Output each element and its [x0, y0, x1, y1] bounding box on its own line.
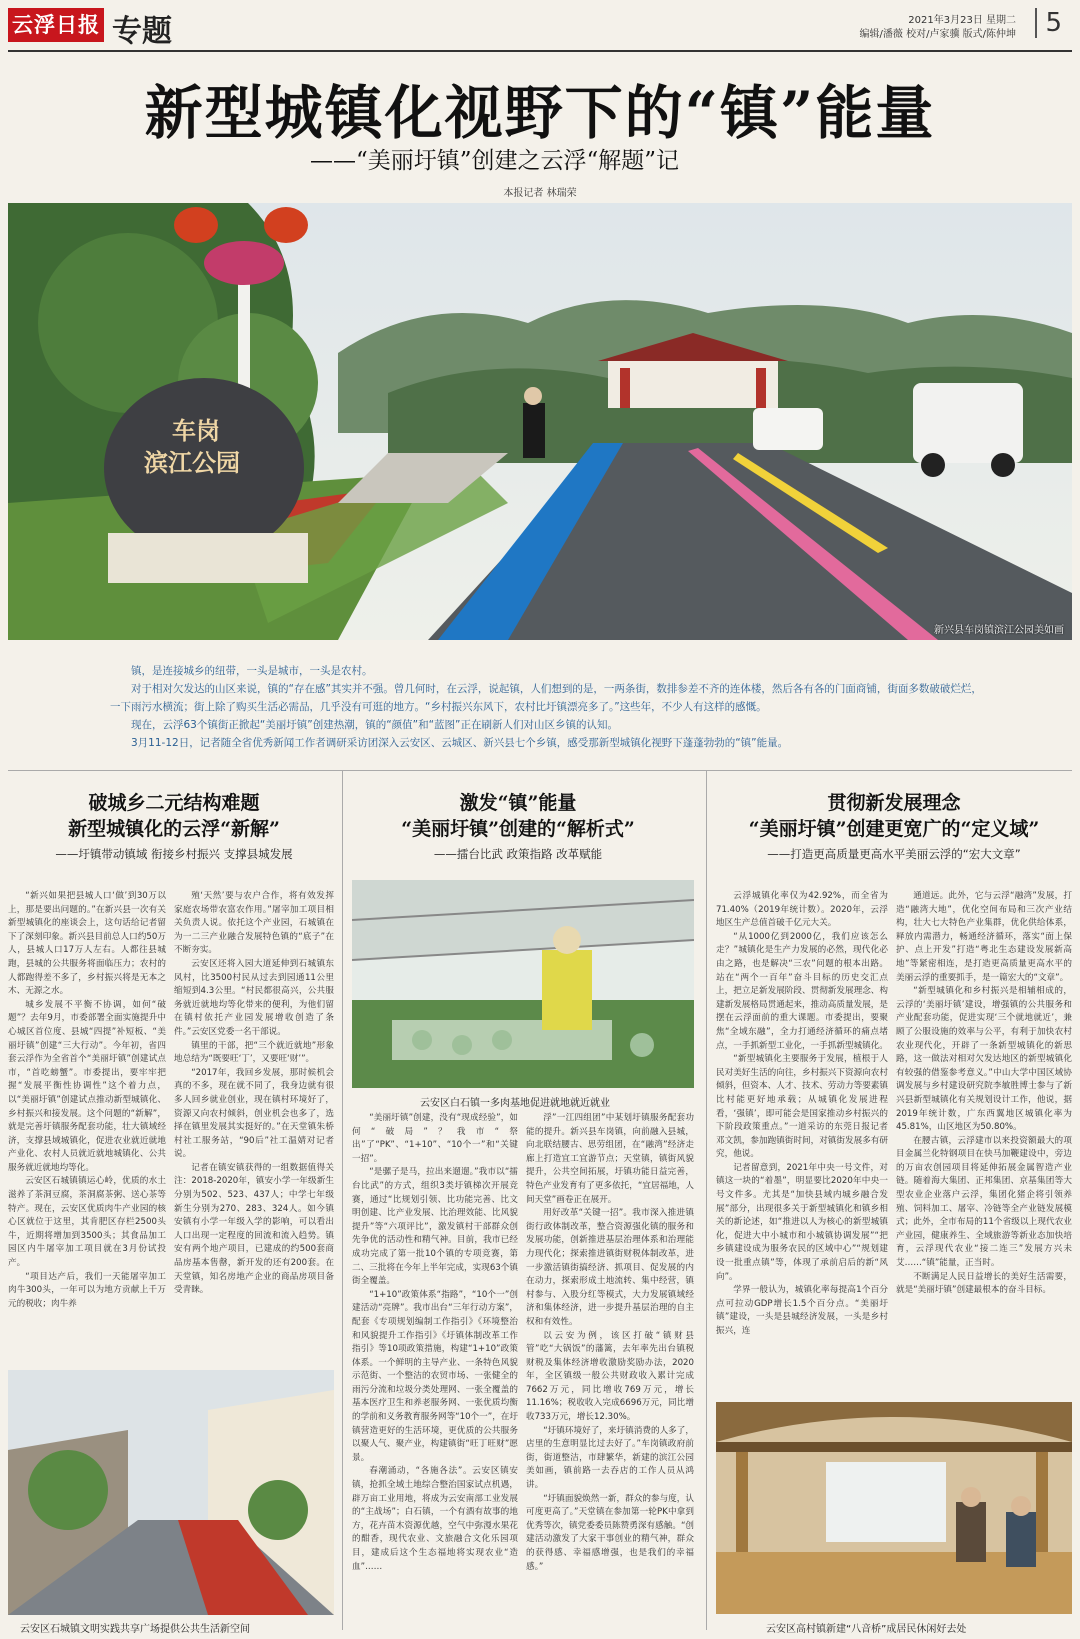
column-2-body-a: [352, 1112, 518, 1632]
subheadline: ——“美丽圩镇”创建之云浮“解题”记: [310, 148, 680, 174]
paragraph: “新型城镇化和乡村振兴是相辅相成的，云浮的‘美丽圩镇’建设，增强镇的公共服务和产业配套功能，促进实现‘三个就地就近’，兼顾了公服设施的效率与公平，有利于加快农村农业现代化，开辟了一条新型城镇化的新思路，这一做法对相对欠发达地区的新型城镇化有较强的借鉴参考意义。”中山大学中国区域协调发展与乡村建设研究院李敏胜博士参与了新兴县新型城镇化有关规划设计工作，他说，据2019年统计数，广东西翼地区城镇化率为45.81%，山区地区为50.80%。: [896, 986, 1072, 1133]
section-title: 专题: [112, 14, 172, 49]
column-3-body-a: [716, 890, 888, 1390]
column-1-title-2: 新型城镇化的云浮“新解”: [68, 818, 280, 840]
intro-paragraph: 对于相对欠发达的山区来说，镇的“存在感”其实并不强。曾几何时，在云浮，说起镇，人们想到的是，一两条街，数排参差不齐的连体楼，然后各有各的门面商铺，街面多数破破烂烂，一下雨污水横流；街上除了购买生活必需品，几乎没有可逛的地方。“乡村振兴东风下，农村比圩镇漂亮多了。”这些年，不少人有这样的感慨。: [110, 683, 982, 713]
paragraph: 在腰古镇，云浮建市以来投资额最大的项目金属兰化特钢项目在快马加鞭建设中，旁边的万亩农创园项目将延伸拓展金属智造产业链。随着海大集团、正邦集团、京基集团等大型农业企业落户云浮，集团化猪企将引领养殖、饲料加工、屠宰、冷链等全产业链发展模式；此外，全市布局的11个省级以上现代农业产业园，健康养生、全域旅游等新业态加快培育，云浮现代农业“接二连三”发展方兴未艾……“镇”能量，正当时。: [896, 1135, 1072, 1269]
intro-paragraph: 镇，是连接城乡的纽带，一头是城市，一头是农村。: [131, 665, 373, 677]
paragraph: 城乡发展不平衡不协调，如何“破题”？去年9月，市委部署全面实施提升中心城区首位度、县城“四提”补短板、“美丽圩镇”创建“三大行动”。今年初，省四套云浮作为全省首个“美丽圩镇”创建试点市，“首吃螃蟹”。市委提出，要牢牢把握“发展平衡性协调性”这个着力点，以“美丽圩镇”创建试点推动新型城镇化、乡村振兴和接发展。这个问题的“新解”，就是完善圩镇服务配套功能，壮大镇域经济，支撑县域城镇化，促进农业就近就地产业化、农村人员就近就地城镇化、公共服务就近就地均等化。: [8, 999, 166, 1173]
paragraph: 浮”一江四组团”中某划圩镇服务配套功能的提升。新兴县车岗镇，向前融入县城，向北联结腰古、思劳组团，在“融湾”经济走廊上打造宜工宜游节点；天堂镇，镇街风貌提升，公共空间拓展，圩镇功能日益完善，特色产业发育有了更多依托，“宜居福地，人间天堂”画卷正在展开。: [526, 1113, 694, 1205]
masthead: [0, 0, 1080, 48]
section-divider: [8, 770, 1072, 771]
sign-text-bottom: 滨江公园: [144, 448, 240, 477]
paragraph: “新兴如果把县城人口‘做’到30万以上，那是要出问题的。”在新兴县一次有关新型城镇化的座谈会上，这句话给记者留下了深刻印象。新兴县目前总人口约50万人，县城人口17万人左右。人都往县城跑，县城的公共服务将面临压力；农村的人都跑得差不多了，乡村振兴将是无本之木、无源之水。: [8, 891, 166, 997]
paragraph: 学界一般认为，城镇化率每提高1个百分点可拉动GDP增长1.5个百分点。“美丽圩镇”建设，一头是县城经济发展，一头是乡村振兴，连: [716, 1285, 888, 1336]
headline: 新型城镇化视野下的“镇”能量: [144, 79, 936, 147]
paragraph: “2017年，我回乡发展，那时候机会真的不多，现在就不同了，我身边就有很多人回乡就业创业，现在镇村环境好了，资源又向农村倾斜，创业机会也多了，选择在镇里发展其实挺好的。”在天堂镇朱桥村社工服务站，“90后”社工温婧对记者说。: [174, 1067, 334, 1160]
column-2-photo: [352, 880, 694, 1088]
paragraph: 殖‘天然’要与农户合作，将有效发挥家庭农场带农富农作用。”屠宰加工项目相关负责人说。依托这个产业园，石城镇在为一二三产业融合发展特色镇的“底子”在不断夯实。: [174, 891, 334, 956]
page-number: 5: [1035, 8, 1062, 38]
paragraph: “圩镇面貌焕然一新，群众的参与度，认可度更高了。”天堂镇在参加第一轮PK中拿到优秀等次，镇党委委员陈赞勇深有感触。“创建活动激发了大家干事创业的精气神，群众的获得感、幸福感增强，也是我们的幸福感。”: [526, 1493, 694, 1572]
paragraph: 不断满足人民日益增长的美好生活需要，就是“美丽圩镇”创建最根本的奋斗目标。: [896, 1271, 1072, 1296]
newspaper-logo: 云浮日报: [8, 8, 104, 42]
main-photo: [8, 203, 1072, 640]
column-divider: [706, 770, 707, 1630]
paragraph: “1+10”政策体系“指路”，“10个一”创建活动“亮牌”。我市出台“三年行动方案”，配套《专项规划编制工作指引》《环境整治和风貌提升工作指引》《圩镇体制改革工作指引》等10项政策措施，构建“1+10”政策体系。一个鲜明的主导产业、一条特色风貌示范街、一个整洁的农贸市场、一张健全的雨污分流和垃圾分类处理网、一张全覆盖的基本医疗卫生和养老服务网、一张优质均衡的学前和义务教育服务网等“10个一”，在圩镇营造更好的生活环境，更优质的公共服务以聚人气、聚产业，构建镇街“旺丁旺财”愿景。: [352, 1289, 518, 1463]
paragraph: “是骡子是马，拉出来遛遛。”我市以“擂台比武”的方式，组织3类圩镇梯次开展竞赛，通过“比规划引领、比功能完善、比文明创建、比产业发展、比治理效能、比风貌提升”等“六项评比”，激发镇村干部群众创先争优的活动性和精气神。目前，我市已经成功完成了第一批10个镇的专项竞赛，第二、三批将在今年上半年完成，实现63个镇街全覆盖。: [352, 1167, 518, 1287]
greenhouse-illustration: [352, 880, 694, 1088]
column-3-body-b: [896, 890, 1072, 1390]
intro-paragraph: 3月11-12日，记者随全省优秀新闻工作者调研采访团深入云安区、云城区、新兴县七个乡镇，感受那新型城镇化视野下蓬蓬勃勃的“镇”能量。: [131, 737, 789, 749]
editors-line: 编辑/潘薇 校对/卢家骥 版式/陈仲坤: [859, 29, 1016, 40]
paragraph: “项目达产后，我们一天能屠宰加工肉牛300头，一年可以为地方贡献上千万元的税收；肉牛养: [8, 1271, 166, 1309]
column-2-title-1: 激发“镇”能量: [459, 792, 577, 814]
column-1-photo: [8, 1370, 334, 1615]
issue-date: 2021年3月23日 星期二: [908, 15, 1016, 26]
date-block: [860, 14, 1016, 42]
sign-text-top: 车岗: [172, 416, 220, 445]
paragraph: “圩镇环境好了，来圩镇消费的人多了，店里的生意明显比过去好了。”车岗镇政府前街，街道整洁，市肆繁华，新建的滨江公园美如画，镇前路一去吞店的工作人员从鸿讲。: [526, 1425, 694, 1491]
square-illustration: [8, 1370, 334, 1615]
column-1-subtitle: ——圩镇带动镇域 衔接乡村振兴 支撑县城发展: [55, 847, 293, 861]
paragraph: “从1000亿到2000亿，我们应该怎么走？”城镇化是生产力发展的必然，现代化必由之路，也是解决“三农”问题的根本出路。站在“两个一百年”奋斗目标的历史交汇点上，把立足新发展阶段、贯彻新发展理念、构建新发展格局贯通起来，推动高质量发展，是摆在云浮面前的重大课题。市委提出，要聚焦“全域东融”，全力打通经济循环的痛点堵点，一手抓新型工业化，一手抓新型城镇化。: [716, 931, 888, 1051]
masthead-rule: [8, 50, 1072, 52]
paragraph: 春潮涌动，“各施各法”。云安区镇安镇，抢抓全域土地综合整治国家试点机遇，辟万亩工业用地，将成为云安南部工业发展的“主战场”；白石镇，一个有酒有故事的地方，花卉苗木资源优越，空气中弥漫水果花的酣香，现代农业、文旅融合文化乐园项目，建成后这个生态福地将实现农业“造血”……: [352, 1466, 518, 1572]
column-3-title-1: 贯彻新发展理念: [827, 792, 961, 814]
intro-paragraph: 现在，云浮63个镇街正掀起“美丽圩镇”创建热潮，镇的“颜值”和“蓝图”正在刷新人们对山区乡镇的认知。: [131, 719, 618, 731]
paragraph: 用好改革“关键一招”。我市深入推进镇街行政体制改革，整合资源强化镇的服务和发展功能，创新推进基层治理体系和治理能力现代化；探索推进镇街财税体制改革，进一步激活镇街搞经济、抓项目、促发展的内在动力，探索形成土地流转、集中经营，镇村参与、入股分红等模式，大力发展镇域经济和集体经济，进一步提升基层治理的自主权和有效性。: [526, 1208, 694, 1327]
column-3-header: [716, 790, 1072, 862]
byline: 本报记者 林瑞荣: [503, 188, 577, 199]
paragraph: 镇里的干部，把“三个就近就地”形象地总结为“既要旺‘丁’，又要旺‘财’”。: [174, 1040, 334, 1065]
column-1-photo-caption: 云安区石城镇文明实践共享广场提供公共生活新空间: [20, 1624, 250, 1635]
column-2-photo-caption: 云安区白石镇一多肉基地促进就地就近就业: [420, 1098, 610, 1109]
column-1-body-b: [174, 890, 334, 1360]
column-1-title-1: 破城乡二元结构难题: [88, 792, 260, 814]
column-3-subtitle: ——打造更高质量更高水平美丽云浮的“宏大文章”: [767, 847, 1021, 861]
bridge-illustration: [716, 1402, 1072, 1614]
paragraph: 记者在镇安镇获得的一组数据值得关注：2018-2020年，镇安小学一年级新生分别为502、523、437人；中学七年级新生分别为270、283、324人。如今镇安镇有小学一年级入学的影响，可以看出人口出现一定程度的回流和流入趋势。镇安有两个地产项目，已建成的约500套商品房基本售罄，新开发的还有200套。在天堂镇，知名房地产企业的商品房项目备受青睐。: [174, 1162, 334, 1296]
column-divider: [342, 770, 343, 1630]
paragraph: 云浮城镇化率仅为42.92%，而全省为71.40%（2019年统计数）。2020年，云浮地区生产总值首破千亿元大关。: [716, 891, 888, 929]
column-3-title-2: “美丽圩镇”创建更宽广的“定义域”: [748, 818, 1040, 840]
paragraph: “新型城镇化主要服务于发展，植根于人民对美好生活的向往，乡村振兴下资源向农村倾斜，但资本、人才、技术、劳动力等要素镇比村能更好地承载；从城镇化发展进程看，‘强镇’，即可能会是国家推动乡村振兴的下阶段政策重点。”一道采访的东莞日报记者邓文凯，参加跑镇街时间，对镇街发展多有研究，他说。: [716, 1054, 888, 1160]
column-2-subtitle: ——擂台比武 政策指路 改革赋能: [433, 847, 603, 861]
column-2-header: [352, 790, 684, 862]
column-2-body-b: [526, 1112, 694, 1632]
paragraph: 通道远。此外，它与云浮“融湾”发展，打造“融湾大地”，优化空间布局和三次产业结构，壮大七大特色产业集群，优化供给体系，释放内需潜力，畅通经济循环，落实“面上保护、点上开发”打造“粤北生态建设发展新高地”等紧密相连，是打造更高质量更高水平的美丽云浮的重要抓手，是一篇宏大的“文章”。: [896, 891, 1072, 983]
paragraph: 云安区还将入园大道延伸到石城镇东风村，比3500村民从过去到园通11公里缩短到4.3公里。“村民都很高兴，公共服务就近就地均等化带来的便利，为他们留在镇村依托产业园发展增收创造了条件。”云安区党委一名干部说。: [174, 958, 334, 1037]
paragraph: 记者留意到，2021年中央一号文件，对镇这一块的“着墨”，明显要比2020年中央一号文件多。尤其是“加快县域内城乡融合发展”部分，出现很多关于新型城镇化和镇乡相关的新论述，如“推进以人为核心的新型城镇化，促进大中小城市和小城镇协调发展”“把乡镇建设成为服务农民的区域中心”“规划建设一批重点镇”等，体现了承前启后的新“风向”。: [716, 1162, 888, 1282]
intro-block: [110, 662, 990, 752]
column-3-photo: [716, 1402, 1072, 1614]
paragraph: 云安区石城镇镇运心岭，优质的水土滋养了茶洞豆腐，茶洞腐茶粥、送心茶等特产。现在，云安区优质肉牛产业园的核心区就位于这里，其肯肥区存栏2500头牛，近期将增加到3500头；其食品加工园区内牛屠宰加工项目就在3月份试投产。: [8, 1176, 166, 1269]
column-3-photo-caption: 云安区高村镇新建“八音桥”成居民休闲好去处: [766, 1624, 967, 1635]
main-photo-caption: 新兴县车岗镇滨江公园美如画: [934, 625, 1064, 636]
column-1-header: [8, 790, 340, 862]
park-scene-illustration: [8, 203, 1072, 640]
paragraph: “美丽圩镇”创建，没有“现成经验”，如何“破局”？我市“祭出”了“PK”、“1+10”、“10个一”和“关键一招”。: [352, 1113, 518, 1164]
column-2-title-2: “美丽圩镇”创建的“解析式”: [401, 818, 635, 840]
column-1-body-a: [8, 890, 166, 1360]
paragraph: 以云安为例，该区打破“镇财县管”吃“大锅饭”的藩篱，去年率先出台镇税财税及集体经济增收激励奖励办法，2020年，全区镇级一般公共财政收入累计完成7662万元，同比增收769万元，增长11.16%；税收收入完成6696万元，同比增收733万元，增长12.30%。: [526, 1330, 694, 1423]
